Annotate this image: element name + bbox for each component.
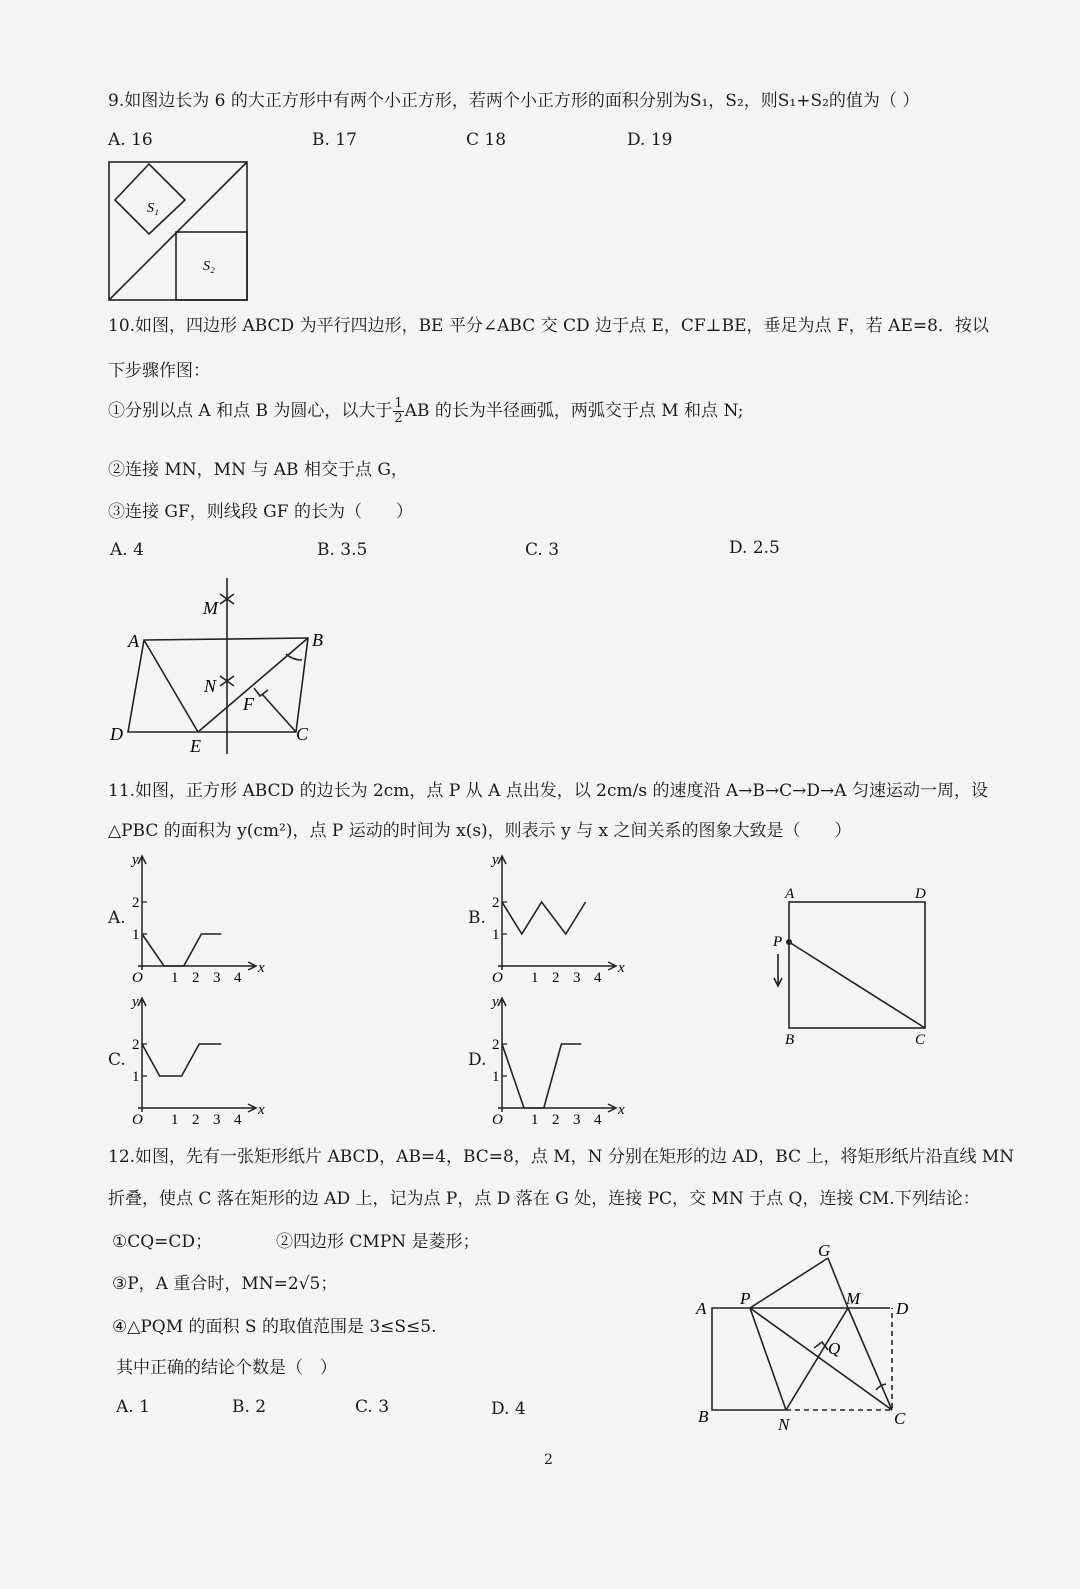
x-tick-label: 4 (234, 970, 242, 982)
q12-figure (690, 1240, 920, 1440)
q10-label-b: B (312, 630, 323, 650)
q12-stem-line2: 折叠，使点 C 落在矩形的边 AD 上，记为点 P，点 D 落在 G 处，连接 PC，交 MN 于点 Q，连接 CM.下列结论： (108, 1189, 980, 1209)
y-axis-label: y (492, 852, 499, 868)
graph-curve (502, 902, 586, 934)
q9-option-d: D. 19 (627, 130, 673, 150)
q10-step2: ②连接 MN，MN 与 AB 相交于点 G， (108, 460, 408, 480)
q12-conclusion-3: ③P，A 重合时，MN=2√5； (112, 1274, 338, 1294)
q10-step3: ③连接 GF，则线段 GF 的长为（ ） (108, 502, 413, 522)
q11-sq-label-a: A (785, 886, 795, 902)
q9-option-a: A. 16 (108, 130, 153, 150)
q11-label-b: B. (468, 908, 486, 928)
y-axis-label: y (492, 994, 499, 1010)
y-tick-label: 2 (492, 1037, 500, 1053)
x-tick-label: 3 (573, 970, 581, 982)
q12-option-b: B. 2 (232, 1397, 267, 1417)
q11-sq-label-d: D (915, 886, 926, 902)
x-tick-label: 1 (531, 970, 539, 982)
q12-label-b: B (698, 1407, 709, 1426)
q10-option-b: B. 3.5 (317, 540, 368, 560)
q10-frac-num: 1 (394, 396, 403, 411)
q10-label-e: E (190, 736, 201, 756)
q12-segment-pn (750, 1308, 786, 1410)
x-tick-label: 4 (234, 1112, 242, 1124)
y-axis-label: y (132, 852, 139, 868)
x-tick-label: 2 (192, 970, 200, 982)
q12-label-g: G (818, 1241, 831, 1260)
q10-stem-line1: 10.如图，四边形 ABCD 为平行四边形，BE 平分∠ABC 交 CD 边于点 E，CF⊥BE，垂足为点 F，若 AE=8．按以 (108, 316, 989, 336)
q12-rect-solid (712, 1308, 890, 1410)
page-number: 2 (544, 1452, 553, 1468)
q11-label-c: C. (108, 1050, 126, 1070)
origin-label: O (492, 1112, 503, 1124)
q11-square-figure (765, 880, 945, 1048)
q9-option-b: B. 17 (312, 130, 357, 150)
y-tick-label: 1 (132, 927, 140, 943)
q11-label-d: D. (468, 1050, 487, 1070)
x-tick-label: 1 (531, 1112, 539, 1124)
q12-stem-line1: 12.如图，先有一张矩形纸片 ABCD，AB=4，BC=8，点 M，N 分别在矩形的边 AD，BC 上，将矩形纸片沿直线 MN (108, 1147, 1015, 1167)
q11-graph-a (128, 850, 280, 982)
q9-square-s1 (115, 164, 185, 234)
q9-label-s1: S₁ (147, 201, 159, 216)
q10-label-a: A (128, 631, 139, 651)
y-tick-label: 1 (492, 1069, 500, 1085)
x-axis-label: x (258, 1102, 265, 1118)
q11-point-p (786, 939, 792, 945)
x-tick-label: 1 (171, 1112, 179, 1124)
q9-figure (105, 158, 250, 304)
q10-step1-post: AB 的长为半径画弧，两弧交于点 M 和点 N; (404, 401, 744, 421)
y-tick-label: 2 (132, 1037, 140, 1053)
origin-label: O (132, 970, 143, 982)
q11-segment-pc (789, 942, 925, 1028)
y-tick-label: 1 (132, 1069, 140, 1085)
q9-stem: 9.如图边长为 6 的大正方形中有两个小正方形，若两个小正方形的面积分别为S₁，S₂，则S₁+S₂的值为（ ） (108, 91, 920, 111)
q12-label-a: A (696, 1299, 707, 1318)
y-tick-label: 2 (132, 895, 140, 911)
graph-curve (142, 1044, 221, 1076)
q10-step1-pre: ①分别以点 A 和点 B 为圆心，以大于 (108, 401, 393, 421)
q12-label-c: C (894, 1409, 906, 1428)
q11-square (789, 902, 925, 1028)
x-axis-label: x (618, 960, 625, 976)
q10-stem-line2: 下步骤作图： (108, 361, 210, 381)
q11-sq-label-b: B (785, 1032, 795, 1048)
q12-ask: 其中正确的结论个数是（ ） (116, 1358, 337, 1378)
q10-label-n: N (204, 676, 217, 696)
q12-label-m: M (846, 1289, 861, 1308)
graph-curve (502, 1044, 581, 1108)
q10-frac-den: 2 (394, 411, 403, 426)
q12-conclusion-4: ④△PQM 的面积 S 的取值范围是 3≤S≤5. (112, 1317, 437, 1337)
q10-label-f: F (243, 694, 254, 714)
q10-label-d: D (110, 724, 123, 744)
x-tick-label: 3 (213, 970, 221, 982)
q10-option-a: A. 4 (110, 540, 144, 560)
q10-segment-ae (144, 640, 198, 732)
q11-graph-d (488, 992, 640, 1124)
q12-label-n: N (778, 1415, 790, 1434)
q12-label-q: Q (828, 1339, 841, 1358)
y-tick-label: 2 (492, 895, 500, 911)
x-tick-label: 2 (552, 970, 560, 982)
x-tick-label: 1 (171, 970, 179, 982)
q11-sq-label-p: P (773, 934, 783, 950)
q10-parallelogram (128, 638, 308, 732)
q12-label-d: D (896, 1299, 909, 1318)
y-tick-label: 1 (492, 927, 500, 943)
q11-stem-line2: △PBC 的面积为 y(cm²)，点 P 运动的时间为 x(s)，则表示 y 与 x 之间关系的图象大致是（ ） (108, 821, 852, 841)
q10-fraction (393, 397, 403, 426)
q10-label-c: C (296, 724, 309, 744)
q9-option-c: C 18 (466, 130, 507, 150)
x-tick-label: 3 (213, 1112, 221, 1124)
x-tick-label: 4 (594, 970, 602, 982)
q12-segment-pg (750, 1258, 828, 1308)
origin-label: O (132, 1112, 143, 1124)
q10-segment-cf (262, 694, 296, 732)
q12-segment-mn (786, 1308, 848, 1410)
x-axis-label: x (618, 1102, 625, 1118)
q11-sq-label-c: C (915, 1032, 926, 1048)
q10-step1 (108, 396, 743, 426)
q10-option-d: D. 2.5 (729, 538, 780, 558)
q11-graph-c (128, 992, 280, 1124)
q10-label-m: M (203, 598, 218, 618)
q10-option-c: C. 3 (525, 540, 560, 560)
y-axis-label: y (132, 994, 139, 1010)
x-tick-label: 3 (573, 1112, 581, 1124)
q11-stem-line1: 11.如图，正方形 ABCD 的边长为 2cm，点 P 从 A 点出发，以 2cm/s 的速度沿 A→B→C→D→A 匀速运动一周，设 (108, 781, 988, 801)
x-tick-label: 4 (594, 1112, 602, 1124)
q12-option-a: A. 1 (116, 1397, 150, 1417)
q12-segment-gm (828, 1258, 848, 1308)
x-axis-label: x (258, 960, 265, 976)
q9-diagonal (109, 162, 247, 300)
graph-curve (142, 934, 221, 966)
q12-option-d: D. 4 (491, 1399, 526, 1419)
x-tick-label: 2 (192, 1112, 200, 1124)
q11-label-a: A. (108, 908, 126, 928)
q9-label-s2: S₂ (203, 259, 215, 274)
q10-right-angle (254, 688, 268, 696)
q12-label-p: P (740, 1289, 751, 1308)
q12-angle-c (876, 1384, 886, 1390)
origin-label: O (492, 970, 503, 982)
q12-option-c: C. 3 (355, 1397, 390, 1417)
q12-conclusion-2: ②四边形 CMPN 是菱形； (276, 1232, 480, 1252)
q11-graph-b (488, 850, 640, 982)
x-tick-label: 2 (552, 1112, 560, 1124)
q12-conclusion-1: ①CQ=CD； (112, 1232, 213, 1252)
q10-figure (100, 570, 340, 760)
